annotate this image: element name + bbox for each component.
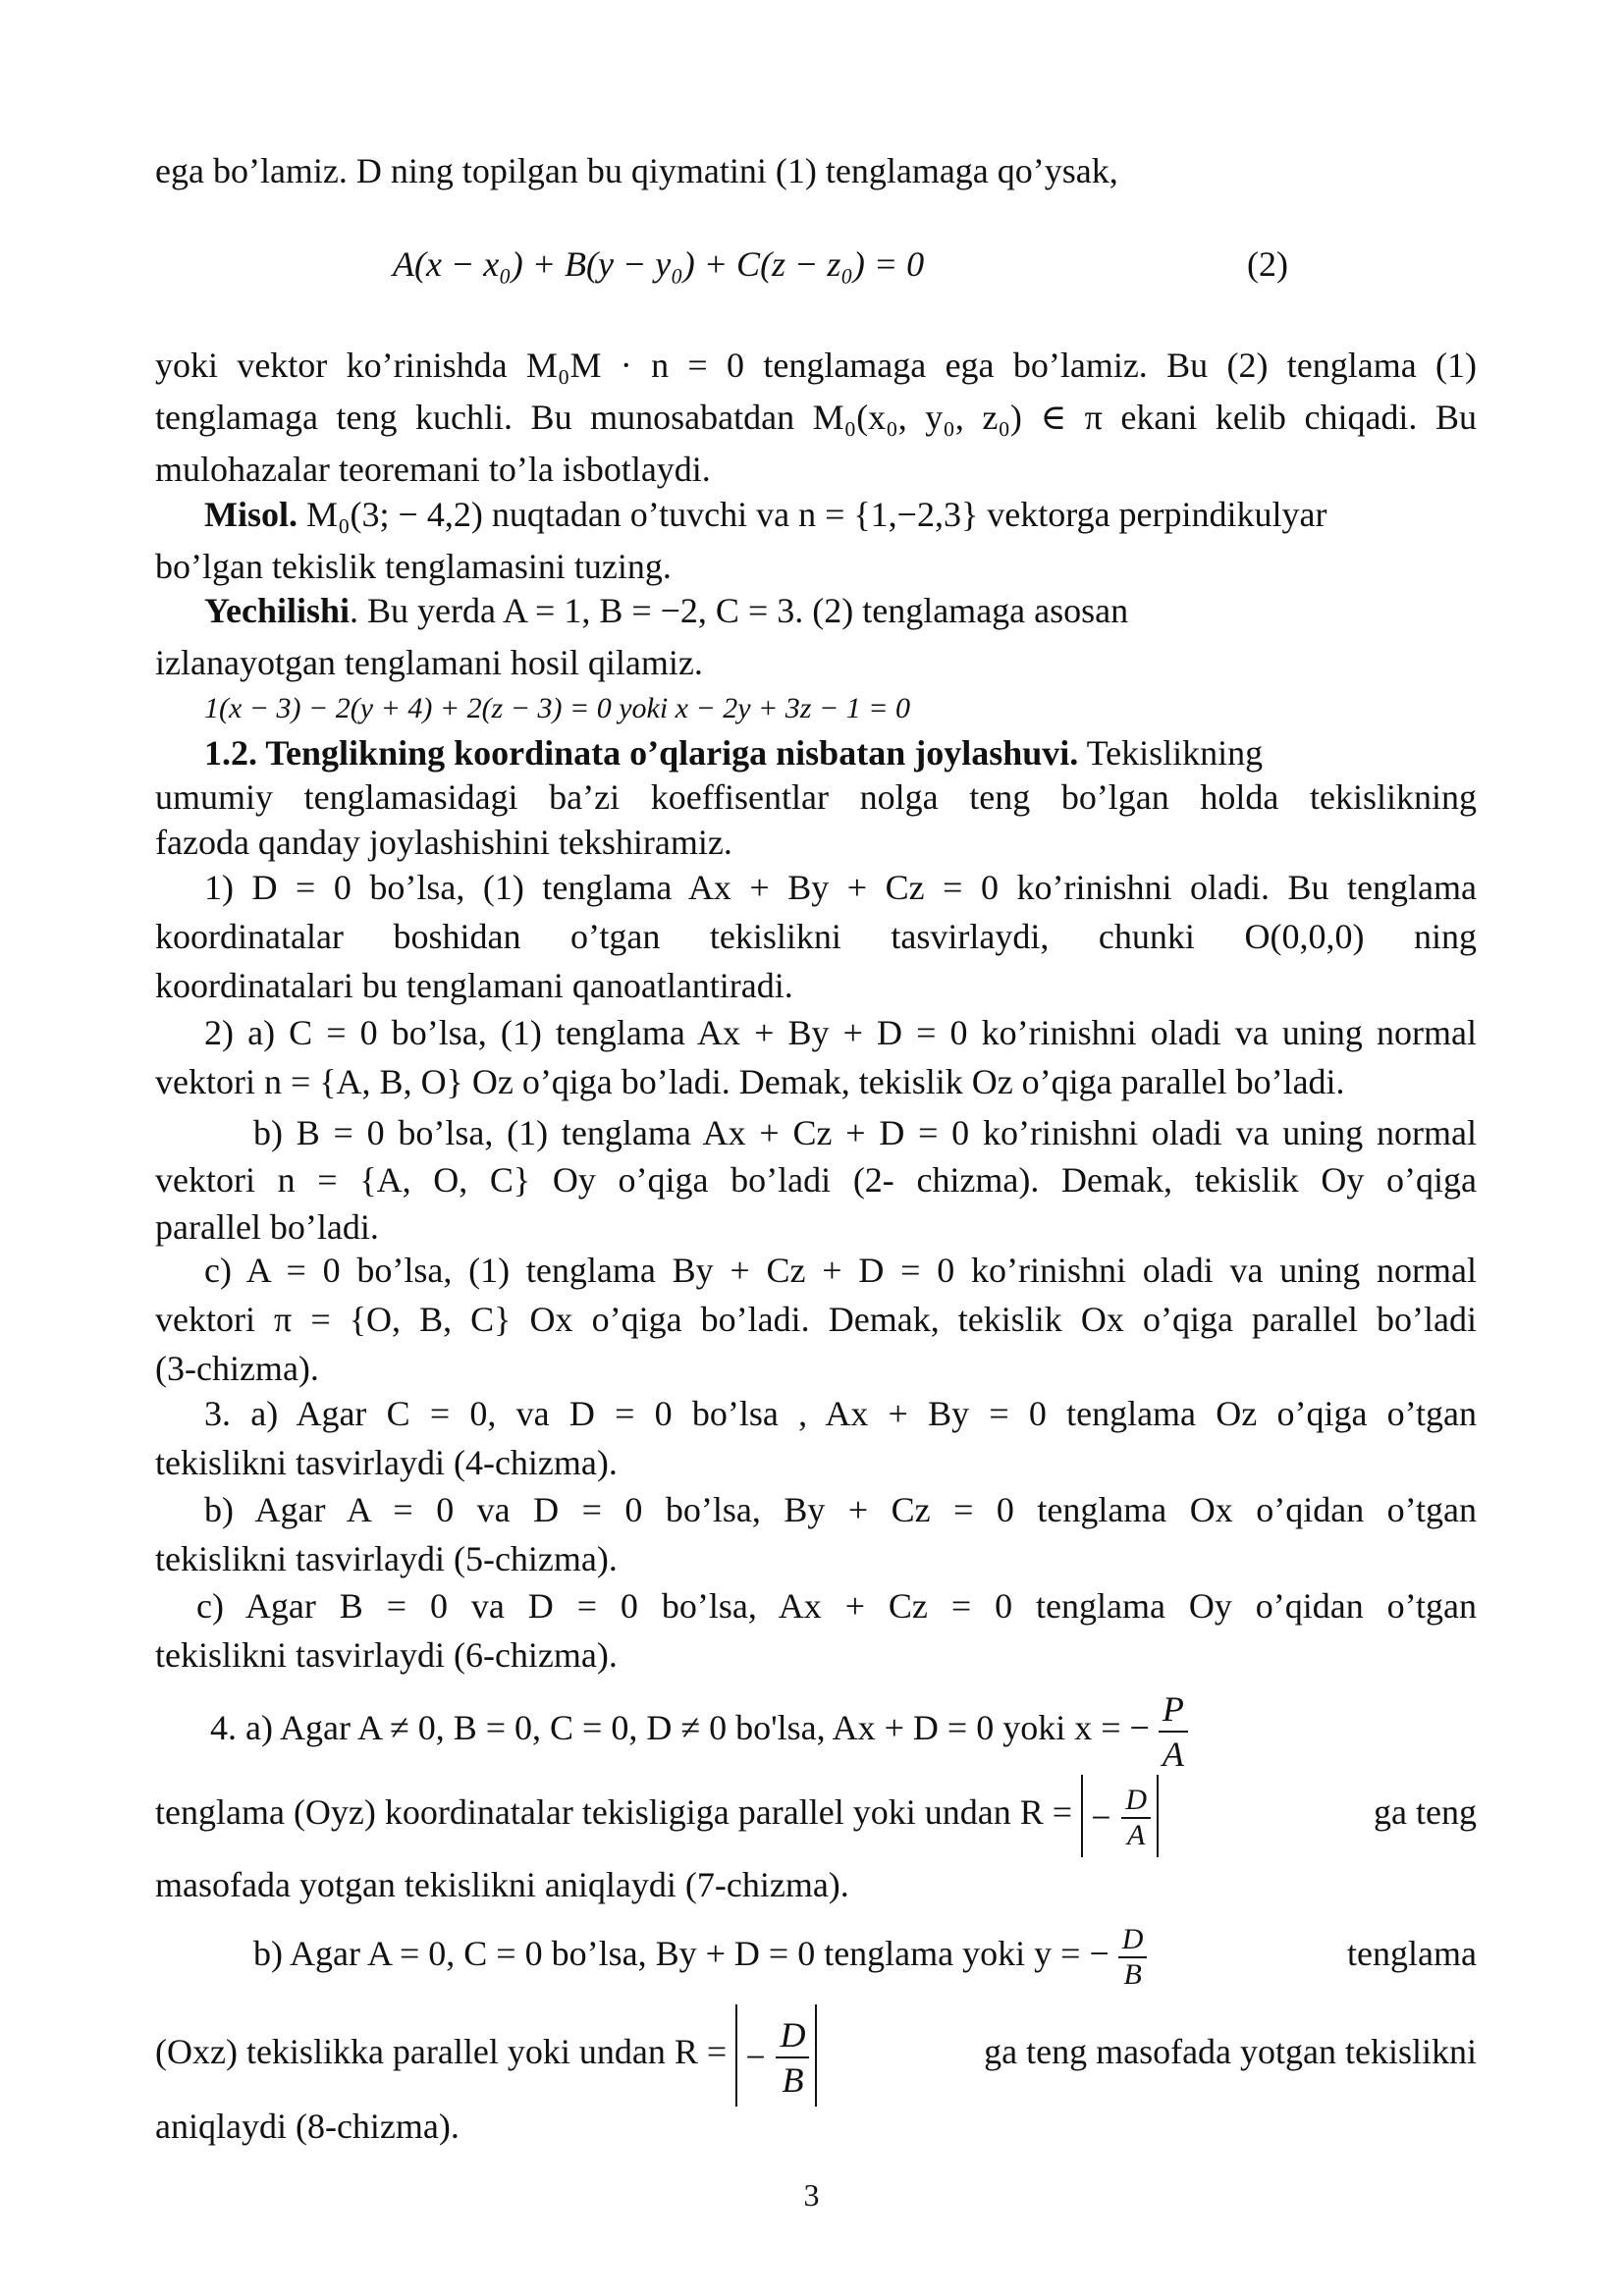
absolute-value: − $\frac{D}{B}$ <box>735 2004 817 2107</box>
text-line: fazoda qanday joylashishini tekshiramiz. <box>155 823 732 862</box>
text-line: tekislikni tasvirlaydi (5-chizma). <box>155 1539 618 1578</box>
text-line: vektori π = {O, B, C} Ox o’qiga bo’ladi. Demak, tekislik Ox o’qiga parallel bo’ladi <box>155 1300 1477 1339</box>
fraction-numerator: D <box>776 2013 809 2058</box>
equation-line: 1(x − 3) − 2(y + 4) + 2(z − 3) = 0 yoki x − 2y + 3z − 1 = 0 <box>204 692 910 724</box>
fraction-numerator: D <box>1121 1784 1151 1819</box>
example-text: M₀(3; − 4,2) nuqtadan o’tuvchi va n = {1,−2,3} vektorga perpindikulyar <box>298 495 1327 534</box>
fraction-p-over-a <box>1159 1687 1188 1776</box>
text-line: tenglamaga teng kuchli. Bu munosabatdan M₀(x₀, y₀, z₀) ∈ π ekani kelib chiqadi. Bu <box>155 398 1477 437</box>
fraction-d-over-b <box>776 2013 809 2102</box>
absolute-value: − $\frac{D}{A}$ <box>1081 1775 1159 1857</box>
fraction-numerator: P <box>1159 1687 1188 1733</box>
text-line: koordinatalari bu tenglamani qanoatlantiradi. <box>155 966 793 1005</box>
text-line: izlanayotgan tenglamani hosil qilamiz. <box>155 643 703 682</box>
text-line: c) A = 0 bo’lsa, (1) tenglama By + Cz + D = 0 ko’rinishni oladi va uning normal <box>204 1251 1477 1290</box>
text-line: koordinatalar boshidan o’tgan tekislikni tasvirlaydi, chunki O(0,0,0) ning <box>155 917 1477 956</box>
text-line-with-fraction <box>155 1773 1477 1851</box>
fraction-denominator: A <box>1126 1818 1146 1851</box>
text-line: tekislikni tasvirlaydi (4-chizma). <box>155 1443 618 1482</box>
text-line: c) Agar B = 0 va D = 0 bo’lsa, Ax + Cz = 0 tenglama Oy o’qidan o’tgan <box>196 1586 1477 1626</box>
text-line: vektori n = {A, B, O} Oz o’qiga bo’ladi. Demak, tekislik Oz o’qiga parallel bo’ladi. <box>155 1062 1345 1101</box>
fraction-denominator: B <box>782 2059 804 2100</box>
case-4b-text: b) Agar A = 0, C = 0 bo’lsa, By + D = 0 tenglama yoki y = − <box>253 1934 1109 1973</box>
solution-text: . Bu yerda A = 1, B = −2, C = 3. (2) tenglamaga asosan <box>350 591 1129 630</box>
fraction-denominator: B <box>1123 1957 1142 1991</box>
equation-2: A(x − x₀) + B(y − y₀) + C(z − z₀) = 0 <box>393 244 925 284</box>
solution-label: Yechilishi <box>204 591 351 630</box>
text-line: 2) a) C = 0 bo’lsa, (1) tenglama Ax + By + D = 0 ko’rinishni oladi va uning normal <box>204 1013 1477 1052</box>
text-line: vektori n = {A, O, C} Oy o’qiga bo’ladi (2- chizma). Demak, tekislik Oy o’qiga <box>155 1160 1477 1200</box>
case-4a-text: 4. a) Agar A ≠ 0, B = 0, C = 0, D ≠ 0 bo'lsa, Ax + D = 0 yoki x = − <box>210 1708 1150 1747</box>
example-label: Misol. <box>204 495 298 534</box>
text-line: ega bo’lamiz. D ning topilgan bu qiymatini (1) tenglamaga qo’ysak, <box>155 151 1118 190</box>
text-line: (3-chizma). <box>155 1349 319 1388</box>
text-line: mulohazalar teoremani to’la isbotlaydi. <box>155 450 711 489</box>
text-line: 3. a) Agar C = 0, va D = 0 bo’lsa , Ax + By = 0 tenglama Oz o’qiga o’tgan <box>204 1394 1477 1433</box>
fraction-d-over-b <box>1118 1923 1148 1992</box>
page-number: 3 <box>803 2177 820 2213</box>
solution-line <box>204 589 1477 632</box>
text-line: b) B = 0 bo’lsa, (1) tenglama Ax + Cz + D = 0 ko’rinishni oladi va uning normal <box>253 1113 1477 1152</box>
text-line: b) Agar A = 0 va D = 0 bo’lsa, By + Cz = 0 tenglama Ox o’qidan o’tgan <box>204 1490 1477 1529</box>
text-line-with-fraction <box>155 2002 1477 2101</box>
text-line-with-fraction <box>210 1681 1477 1775</box>
oxz-text: (Oxz) tekislikka parallel yoki undan R = <box>155 2032 728 2071</box>
equation-number: (2) <box>1247 244 1288 284</box>
text-line: umumiy tenglamasidagi ba’zi koeffisentlar nolga teng bo’lgan holda tekislikning <box>155 777 1477 817</box>
text-line: aniqlaydi (8-chizma). <box>155 2107 460 2146</box>
example-line <box>204 493 1477 536</box>
text-line: yoki vektor ko’rinishda M₀M · n = 0 tenglamaga ega bo’lamiz. Bu (2) tenglama (1) <box>155 346 1477 385</box>
section-heading-tail: Tekislikning <box>1078 733 1264 773</box>
text-line: masofada yotgan tekislikni aniqlaydi (7-chizma). <box>155 1865 849 1904</box>
case-4b-text-end: tenglama <box>1347 1934 1477 1973</box>
distance-text: tenglama (Oyz) koordinatalar tekisligiga parallel yoki undan R = <box>155 1792 1073 1832</box>
section-heading-line <box>204 731 1477 774</box>
distance-text-end: ga teng <box>1374 1792 1477 1832</box>
text-line: bo’lgan tekislik tenglamasini tuzing. <box>155 547 672 586</box>
oxz-text-end: ga teng masofada yotgan tekislikni <box>984 2032 1477 2071</box>
text-line: parallel bo’ladi. <box>155 1207 379 1247</box>
fraction-denominator: A <box>1162 1734 1184 1774</box>
fraction-numerator: D <box>1118 1923 1148 1958</box>
section-heading: 1.2. Tenglikning koordinata o’qlariga nisbatan joylashuvi. <box>204 733 1079 773</box>
fraction-d-over-a <box>1121 1784 1151 1852</box>
text-line: 1) D = 0 bo’lsa, (1) tenglama Ax + By + Cz = 0 ko’rinishni oladi. Bu tenglama <box>204 868 1477 907</box>
text-line-with-fraction <box>253 1914 1477 1993</box>
text-line: tekislikni tasvirlaydi (6-chizma). <box>155 1635 618 1675</box>
